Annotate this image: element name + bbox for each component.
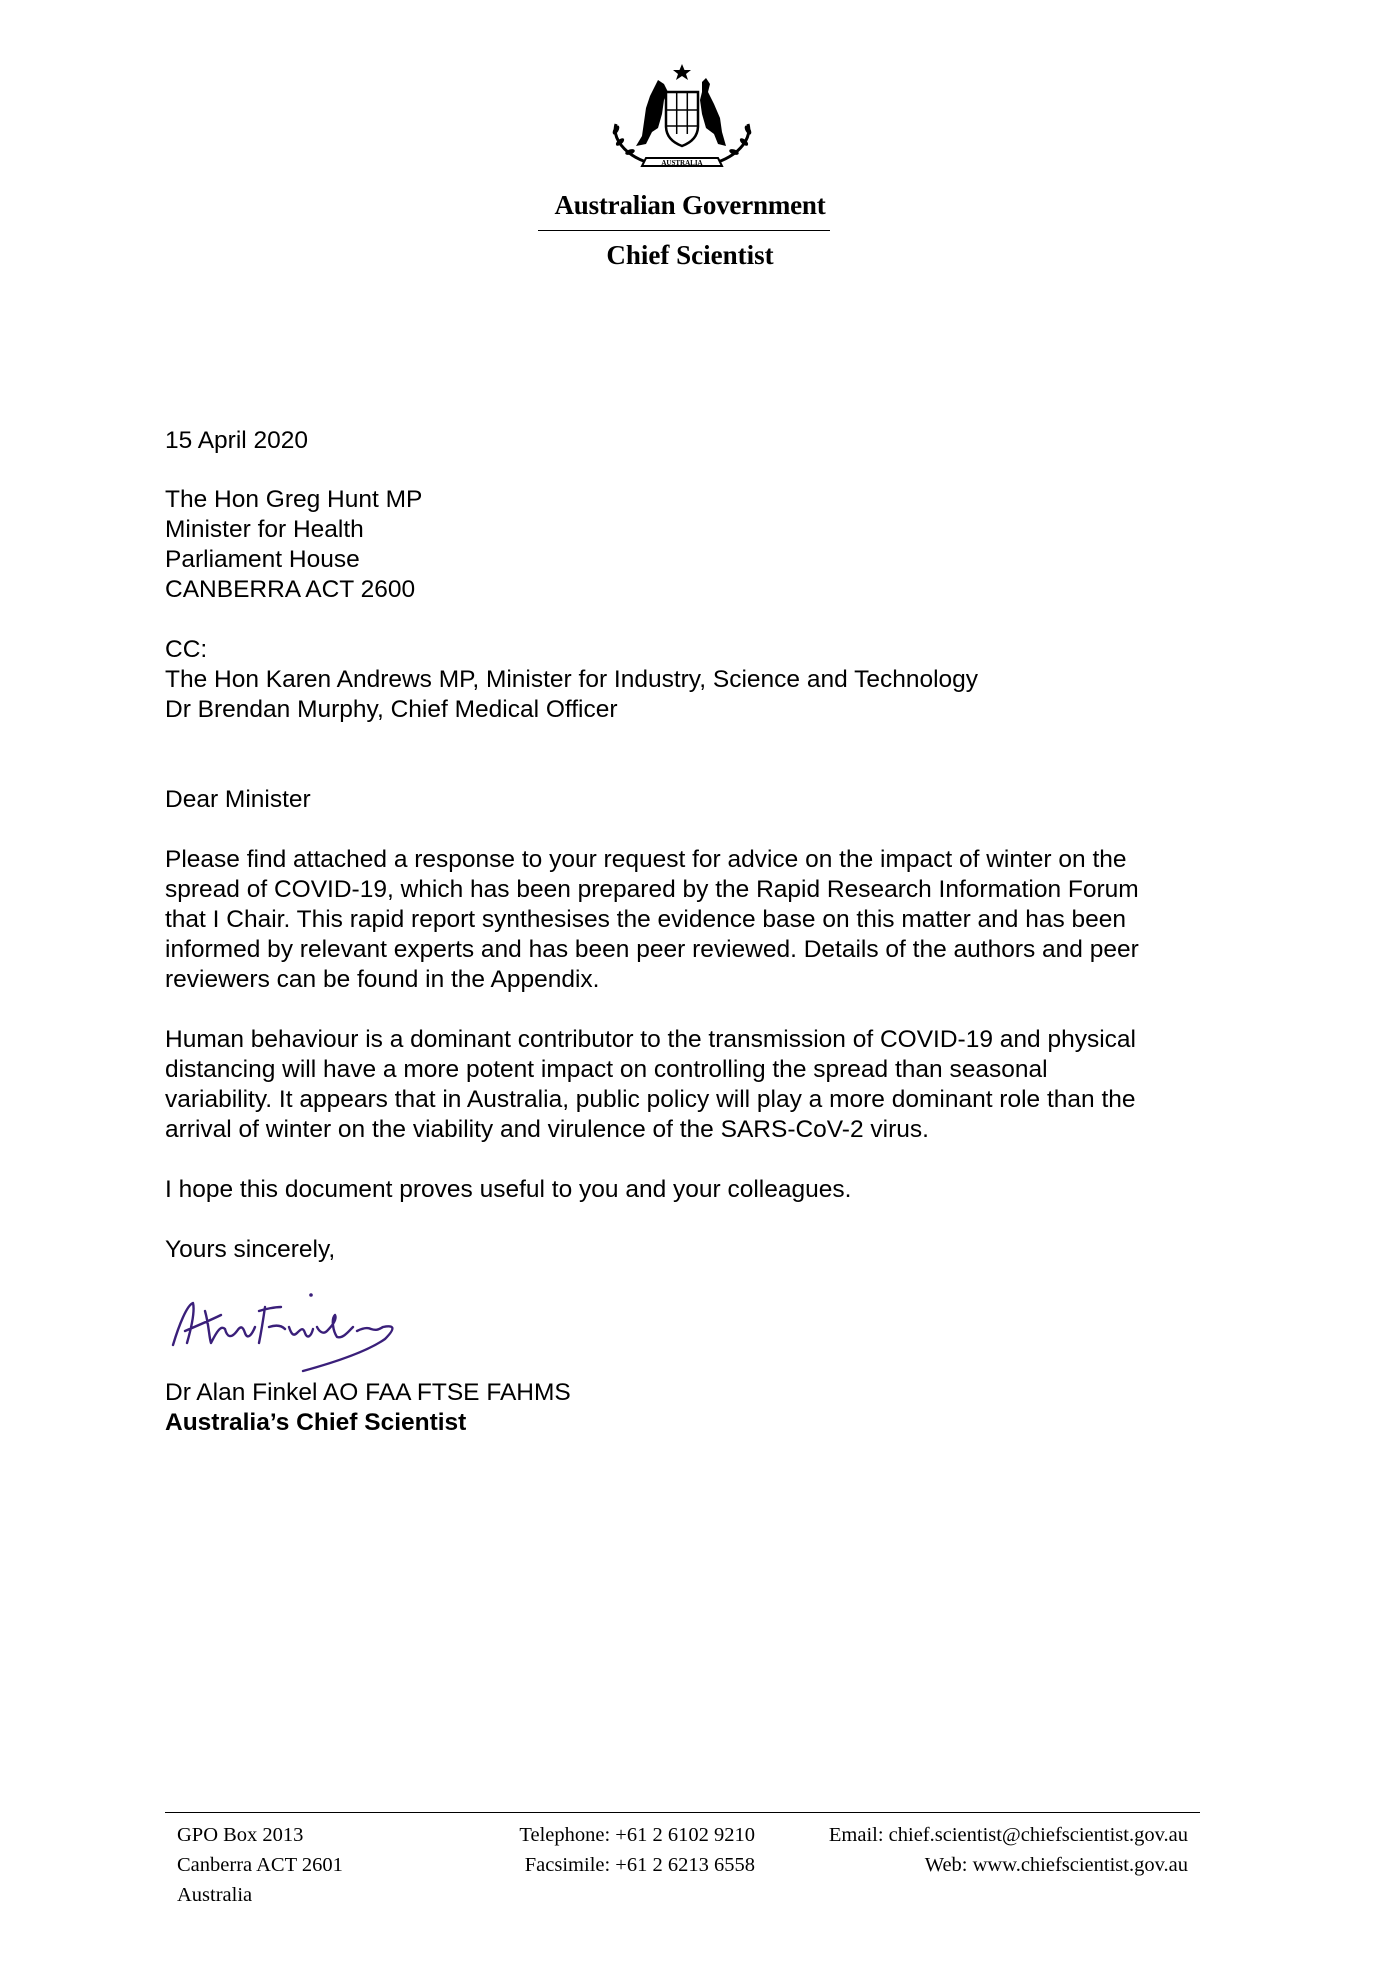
body-paragraph (165, 1025, 1225, 1145)
paragraph-line: Human behaviour is a dominant contributor to the transmission of COVID-19 and physical (165, 1026, 1136, 1053)
address-line: Canberra ACT 2601 (177, 1854, 343, 1876)
footer-contact (760, 1820, 1188, 1880)
svg-text:AUSTRALIA: AUSTRALIA (661, 159, 703, 167)
paragraph-line: distancing will have a more potent impact on controlling the spread than seasonal (165, 1056, 1048, 1083)
paragraph-line: spread of COVID-19, which has been prepared by the Rapid Research Information Forum (165, 876, 1139, 903)
recipient-line: Parliament House (165, 546, 360, 573)
office-subtitle: Chief Scientist (606, 240, 774, 270)
paragraph-line: Please find attached a response to your request for advice on the impact of winter on the (165, 846, 1127, 873)
body-paragraph (165, 845, 1225, 995)
recipient-address (165, 485, 1225, 605)
email-link[interactable]: Email: chief.scientist@chiefscientist.gov.au (828, 1824, 1188, 1846)
recipient-line: The Hon Greg Hunt MP (165, 486, 423, 513)
footer-phone-fax (470, 1820, 755, 1880)
web-link[interactable]: Web: www.chiefscientist.gov.au (924, 1854, 1188, 1876)
paragraph-line: arrival of winter on the viability and virulence of the SARS-CoV-2 virus. (165, 1116, 929, 1143)
paragraph-line: informed by relevant experts and has been peer reviewed. Details of the authors and peer (165, 936, 1139, 963)
cc-block (165, 635, 1225, 725)
coat-of-arms-logo (602, 62, 762, 174)
closing: Yours sincerely, (165, 1236, 336, 1263)
cc-line: The Hon Karen Andrews MP, Minister for Industry, Science and Technology (165, 666, 979, 693)
address-line: Australia (177, 1884, 253, 1906)
telephone: Telephone: +61 2 6102 9210 (519, 1824, 755, 1846)
body-paragraph: I hope this document proves useful to you and your colleagues. (165, 1176, 852, 1203)
salutation: Dear Minister (165, 786, 311, 813)
signatory-title: Australia’s Chief Scientist (165, 1409, 467, 1436)
letter-date: 15 April 2020 (165, 427, 309, 454)
footer-divider (165, 1812, 1200, 1813)
cc-label: CC: (165, 636, 208, 663)
paragraph-line: reviewers can be found in the Appendix. (165, 966, 600, 993)
government-title: Australian Government (554, 190, 826, 220)
paragraph-line: that I Chair. This rapid report synthesises the evidence base on this matter and has been (165, 906, 1127, 933)
address-line: GPO Box 2013 (177, 1824, 304, 1846)
paragraph-line: variability. It appears that in Australia, public policy will play a more dominant role than the (165, 1086, 1136, 1113)
signatory-name: Dr Alan Finkel AO FAA FTSE FAHMS (165, 1379, 571, 1406)
footer-address (177, 1820, 343, 1910)
letterhead-divider (538, 230, 830, 231)
cc-line: Dr Brendan Murphy, Chief Medical Officer (165, 696, 618, 723)
facsimile: Facsimile: +61 2 6213 6558 (524, 1854, 755, 1876)
recipient-line: Minister for Health (165, 516, 364, 543)
recipient-line: CANBERRA ACT 2600 (165, 576, 416, 603)
handwritten-signature (165, 1285, 425, 1375)
